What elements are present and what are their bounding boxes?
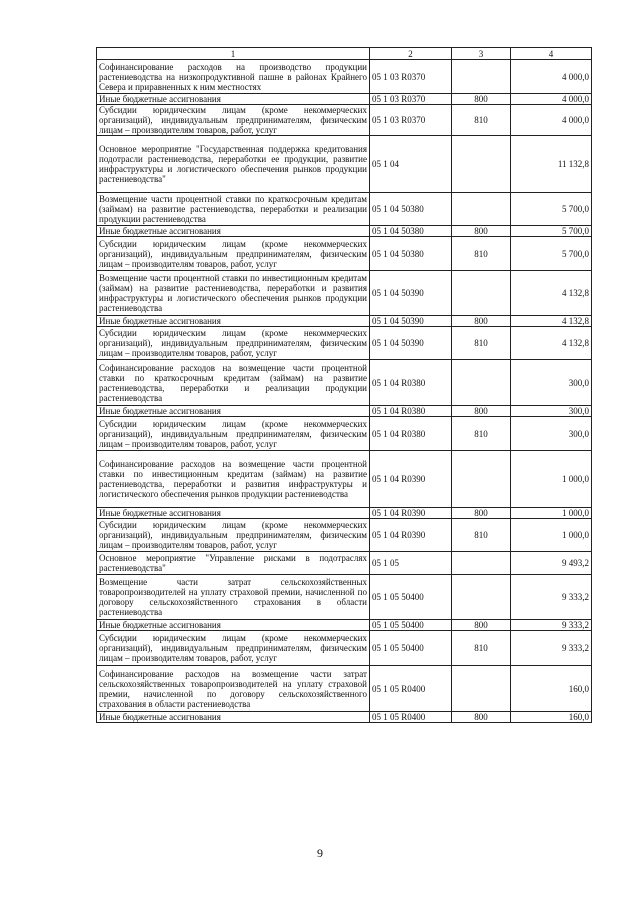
row-description: Иные бюджетные ассигнования	[97, 508, 370, 519]
row-amount: 160,0	[511, 712, 592, 723]
row-expense-type	[452, 666, 511, 712]
table-row	[97, 406, 592, 417]
table-row	[97, 226, 592, 237]
header-row	[97, 48, 592, 60]
row-code: 05 1 04 50380	[370, 193, 452, 226]
table-row	[97, 508, 592, 519]
table-row	[97, 327, 592, 360]
table-row	[97, 193, 592, 226]
row-expense-type: 810	[452, 519, 511, 552]
row-code: 05 1 04 50380	[370, 226, 452, 237]
row-code: 05 1 04 R0390	[370, 451, 452, 508]
table-row	[97, 271, 592, 316]
row-expense-type: 800	[452, 712, 511, 723]
row-amount: 300,0	[511, 360, 592, 406]
page-number: 9	[317, 846, 323, 860]
row-description: Софинансирование расходов на возмещение части процентной ставки по инвестиционным кредитам (займам) на развитие растениеводства, переработки и развития инфраструктуры и логистического обеспечения рынков продукции растениеводства	[97, 451, 370, 508]
row-code: 05 1 04 R0390	[370, 508, 452, 519]
table-row	[97, 552, 592, 575]
table-row	[97, 237, 592, 271]
row-code: 05 1 03 R0370	[370, 105, 452, 136]
row-amount: 4 132,8	[511, 316, 592, 327]
table-row	[97, 105, 592, 136]
table-row	[97, 519, 592, 552]
row-expense-type: 810	[452, 631, 511, 666]
row-amount: 1 000,0	[511, 508, 592, 519]
header-col-1: 1	[97, 48, 370, 60]
row-amount: 9 493,2	[511, 552, 592, 575]
header-col-2: 2	[370, 48, 452, 60]
row-code: 05 1 04 R0390	[370, 519, 452, 552]
row-expense-type: 810	[452, 105, 511, 136]
row-expense-type	[452, 136, 511, 193]
row-expense-type: 800	[452, 94, 511, 105]
row-description: Возмещение части процентной ставки по краткосрочным кредитам (займам) на развитие растениеводства, переработки и реализации продукции растениеводства	[97, 193, 370, 226]
header-col-3: 3	[452, 48, 511, 60]
header-col-4: 4	[511, 48, 592, 60]
table-row	[97, 94, 592, 105]
row-code: 05 1 05 50400	[370, 575, 452, 620]
row-amount: 300,0	[511, 417, 592, 451]
row-code: 05 1 04 50390	[370, 327, 452, 360]
row-description: Софинансирование расходов на производство продукции растениеводства на низкопродуктивной пашне в районах Крайнего Севера и приравненных к ним местностях	[97, 60, 370, 94]
row-code: 05 1 03 R0370	[370, 60, 452, 94]
row-expense-type	[452, 552, 511, 575]
row-expense-type: 810	[452, 417, 511, 451]
row-amount: 300,0	[511, 406, 592, 417]
row-expense-type: 800	[452, 508, 511, 519]
row-description: Возмещение части затрат сельскохозяйственных товаропроизводителей на уплату страховой премии, начисленной по договору сельскохозяйственного страхования в области растениеводства	[97, 575, 370, 620]
row-description: Иные бюджетные ассигнования	[97, 620, 370, 631]
row-expense-type	[452, 193, 511, 226]
row-description: Основное мероприятие "Управление рисками в подотраслях растениеводства"	[97, 552, 370, 575]
row-code: 05 1 05 50400	[370, 620, 452, 631]
row-amount: 4 132,8	[511, 271, 592, 316]
row-amount: 5 700,0	[511, 226, 592, 237]
row-description: Субсидии юридическим лицам (кроме некоммерческих организаций), индивидуальным предпринимателям, физическим лицам – производителям товаров, работ, услуг	[97, 327, 370, 360]
table-row	[97, 316, 592, 327]
row-description: Софинансирование расходов на возмещение части процентной ставки по краткосрочным кредитам (займам) на развитие растениеводства, переработки и реализации продукции растениеводства	[97, 360, 370, 406]
row-expense-type: 800	[452, 316, 511, 327]
row-amount: 9 333,2	[511, 631, 592, 666]
row-description: Иные бюджетные ассигнования	[97, 226, 370, 237]
row-code: 05 1 04 50390	[370, 271, 452, 316]
table-row	[97, 666, 592, 712]
budget-table	[96, 47, 592, 723]
row-description: Иные бюджетные ассигнования	[97, 712, 370, 723]
row-amount: 5 700,0	[511, 237, 592, 271]
row-code: 05 1 03 R0370	[370, 94, 452, 105]
row-code: 05 1 04 50390	[370, 316, 452, 327]
row-description: Софинансирование расходов на возмещение части затрат сельскохозяйственных товаропроизводителей на уплату страховой премии, начисленной по договору сельскохозяйственного страхования в области растениеводства	[97, 666, 370, 712]
row-amount: 4 000,0	[511, 94, 592, 105]
row-amount: 11 132,8	[511, 136, 592, 193]
table-row	[97, 60, 592, 94]
row-code: 05 1 04 R0380	[370, 406, 452, 417]
row-code: 05 1 05	[370, 552, 452, 575]
row-code: 05 1 05 R0400	[370, 666, 452, 712]
row-description: Субсидии юридическим лицам (кроме некоммерческих организаций), индивидуальным предпринимателям, физическим лицам – производителям товаров, работ, услуг	[97, 105, 370, 136]
table-row	[97, 575, 592, 620]
row-amount: 4 000,0	[511, 105, 592, 136]
row-code: 05 1 05 50400	[370, 631, 452, 666]
table-row	[97, 712, 592, 723]
row-expense-type	[452, 60, 511, 94]
row-description: Субсидии юридическим лицам (кроме некоммерческих организаций), индивидуальным предпринимателям, физическим лицам – производителям товаров, работ, услуг	[97, 417, 370, 451]
row-code: 05 1 04	[370, 136, 452, 193]
row-expense-type: 810	[452, 237, 511, 271]
row-amount: 1 000,0	[511, 451, 592, 508]
row-expense-type: 800	[452, 406, 511, 417]
row-description: Иные бюджетные ассигнования	[97, 406, 370, 417]
row-expense-type: 800	[452, 226, 511, 237]
table-row	[97, 417, 592, 451]
row-description: Субсидии юридическим лицам (кроме некоммерческих организаций), индивидуальным предпринимателям, физическим лицам – производителям товаров, работ, услуг	[97, 631, 370, 666]
row-expense-type: 810	[452, 327, 511, 360]
row-amount: 4 132,8	[511, 327, 592, 360]
row-code: 05 1 04 50380	[370, 237, 452, 271]
row-code: 05 1 05 R0400	[370, 712, 452, 723]
row-amount: 160,0	[511, 666, 592, 712]
row-description: Субсидии юридическим лицам (кроме некоммерческих организаций), индивидуальным предпринимателям, физическим лицам – производителям товаров, работ, услуг	[97, 519, 370, 552]
row-expense-type: 800	[452, 620, 511, 631]
row-amount: 5 700,0	[511, 193, 592, 226]
table-row	[97, 360, 592, 406]
row-description: Иные бюджетные ассигнования	[97, 94, 370, 105]
row-code: 05 1 04 R0380	[370, 360, 452, 406]
table-row	[97, 136, 592, 193]
row-expense-type	[452, 451, 511, 508]
table-row	[97, 631, 592, 666]
row-description: Возмещение части процентной ставки по инвестиционным кредитам (займам) на развитие растениеводства, переработки и развития инфраструктуры и логистического обеспечения рынков продукции растениеводства	[97, 271, 370, 316]
table-row	[97, 620, 592, 631]
row-code: 05 1 04 R0380	[370, 417, 452, 451]
row-expense-type	[452, 271, 511, 316]
row-description: Основное мероприятие "Государственная поддержка кредитования подотрасли растениеводства, переработки ее продукции, развитие инфраструктуры и логистического обеспечения рынков продукции растениеводства"	[97, 136, 370, 193]
row-amount: 1 000,0	[511, 519, 592, 552]
budget-table-body	[97, 48, 592, 723]
row-description: Субсидии юридическим лицам (кроме некоммерческих организаций), индивидуальным предпринимателям, физическим лицам – производителям товаров, работ, услуг	[97, 237, 370, 271]
row-amount: 4 000,0	[511, 60, 592, 94]
row-expense-type	[452, 575, 511, 620]
row-amount: 9 333,2	[511, 575, 592, 620]
table-row	[97, 451, 592, 508]
row-expense-type	[452, 360, 511, 406]
row-description: Иные бюджетные ассигнования	[97, 316, 370, 327]
row-amount: 9 333,2	[511, 620, 592, 631]
